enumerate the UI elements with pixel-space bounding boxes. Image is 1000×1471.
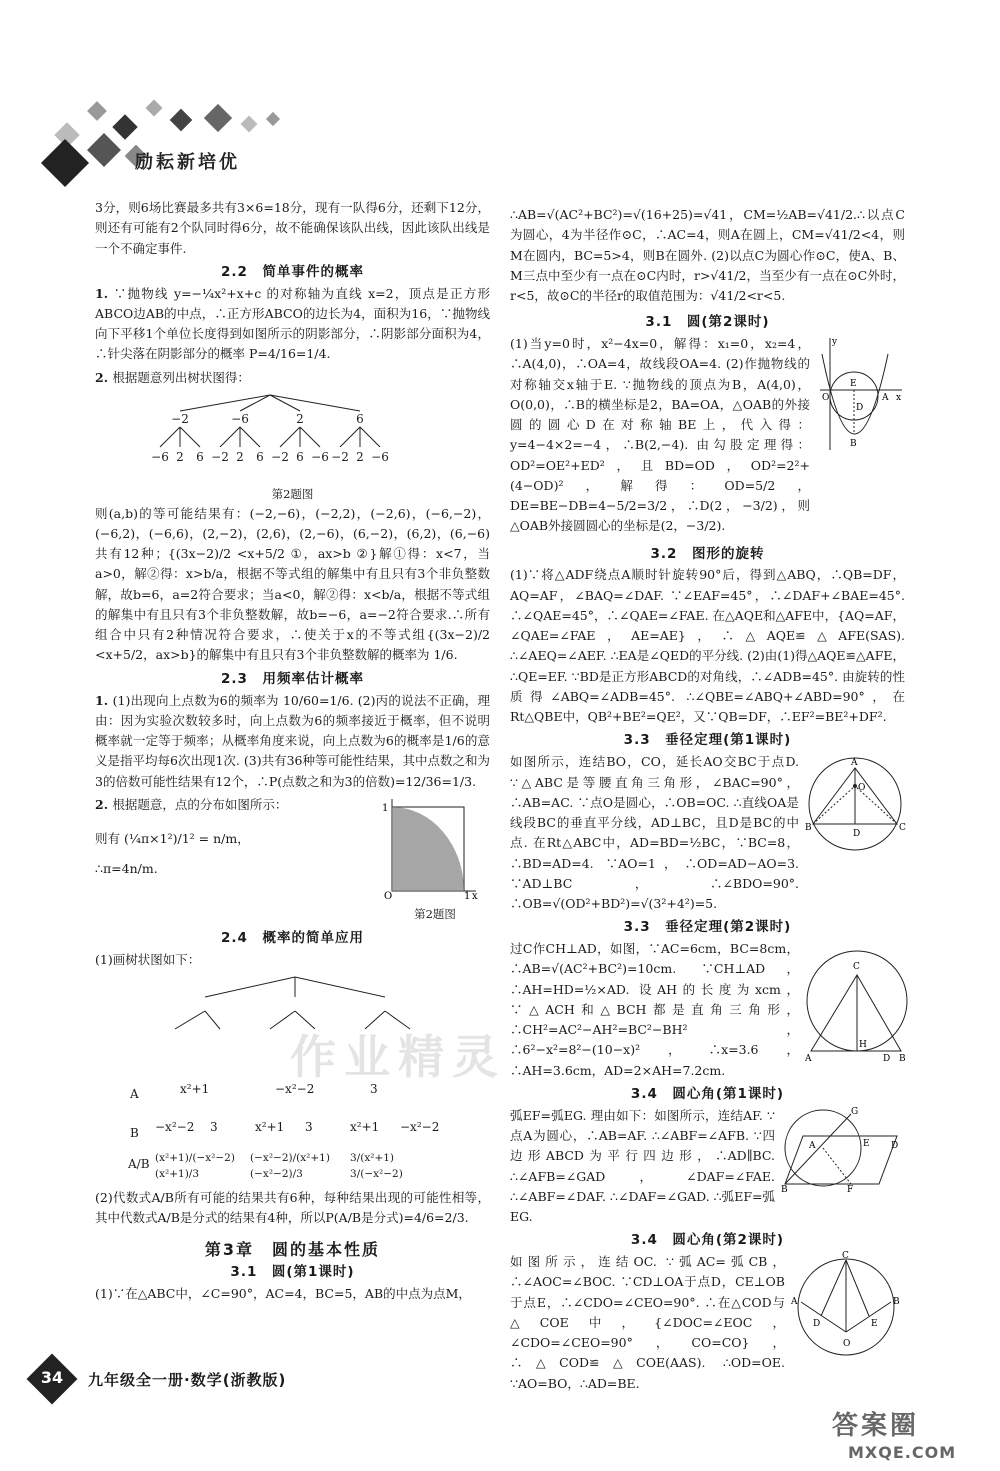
svg-text:C: C xyxy=(899,823,906,834)
svg-text:B: B xyxy=(805,823,812,834)
page-number: 34 xyxy=(40,1368,64,1387)
svg-text:2: 2 xyxy=(356,449,364,464)
q1-2-2: 1. ∵抛物线 y=−¼x²+x+c 的对称轴为直线 x=2，顶点是正方形ABCO边AB的中点，∴正方形ABCO的边长为4，面积为16，∵抛物线向下平移1个单位长度得到如图所示的阴影部分，∴阴影部分面积为4，∴针尖落在阴影部分的概率 P=4/16=1/4. xyxy=(95,285,490,362)
q3-2: (1)∵将△ADF绕点A顺时针旋转90°后，得到△ABQ，∴QB=DF，AQ=AF，∠BAQ=∠DAF. ∵∠EAF=45°，∴∠DAF+∠BAE=45°. ∴∠QAE=45°，∴∠QAE=∠FAE. 在△AQE和△AFE中，{AQ=AF，∠QAE=∠FAE，AE=AE}，∴△AQE≌△AFE(SAS). ∴∠AEQ=∠AEF. ∴EA是∠QED的平分线. (2)由(1)得△AQE≌△AFE，∴QE=EF. ∵BD是正方形ABCD的对角线，∴∠ADB=45°. 由旋转的性质得∠ABQ=∠ADB=45°. ∴∠QBE=∠ABQ+∠ABD=90°，在Rt△QBE中，QB²+BE²=QE²，又∵QB=DF，∴EF²=BE²+DF². xyxy=(510,567,905,725)
q3-1a-cont: ∴AB=√(AC²+BC²)=√(16+25)=√41，CM=½AB=√41/2.∴以点C为圆心，4为半径作⊙C，∴AC=4，则A在圆上，CM=√41/2<4，则M在圆内，BC=5>4，则B在圆外. (2)以点C为圆心作⊙C，使A、B、M三点中至少有一点在⊙C内时，r>√41/2，当至少有一点在⊙C外时，r<5，故⊙C的半径r的取值范围为：√41/2<r<5. xyxy=(510,207,905,303)
svg-text:A: A xyxy=(809,1140,816,1151)
tree-node: 3 xyxy=(370,1082,378,1096)
q1-2-3: 1. (1)出现向上点数为6的频率为 10/60=1/6. (2)丙的说法不正确，理由：因为实验次数较多时，向上点数为6的频率接近于概率，但不说明概率就一定等于频率；从概率角度来说，向上点数为6的概率是1/6的意义是指平均每6次出现1次. (3)共有36种等可能性结果，其中点数之和为3的倍数可能性结果有12个，∴P(点数之和为3的倍数)=12/36=1/3. xyxy=(95,692,491,789)
circle-chord-figure xyxy=(805,939,905,1069)
section-2-2-title: 2.2 简单事件的概率 xyxy=(221,263,364,280)
parallelogram-circle-figure xyxy=(781,1106,901,1195)
section-3-3b-title: 3.3 垂径定理(第2课时) xyxy=(623,919,792,936)
q2-2-3-block xyxy=(95,795,490,924)
header-diamond-decoration xyxy=(28,98,328,193)
q2-2-3-intro: 2. 根据题意，点的分布如图所示： xyxy=(95,796,288,812)
svg-text:G: G xyxy=(851,1106,859,1117)
svg-text:−2: −2 xyxy=(271,449,289,464)
section-2-3-title: 2.3 用频率估计概率 xyxy=(221,670,364,687)
svg-text:E: E xyxy=(871,1319,878,1330)
svg-text:x: x xyxy=(896,393,902,404)
svg-text:2: 2 xyxy=(176,449,184,464)
svg-text:A: A xyxy=(851,758,858,769)
book-title: 九年级全一册·数学(浙教版) xyxy=(88,1371,287,1389)
tree-diagram-q2 xyxy=(120,391,420,479)
section-3-4a-title: 3.4 圆心角(第1课时) xyxy=(630,1085,785,1102)
svg-text:1: 1 xyxy=(382,802,389,814)
q3-3a-block xyxy=(510,752,905,917)
tree-node: −x²−2 xyxy=(275,1082,315,1096)
svg-text:O: O xyxy=(822,393,830,404)
svg-text:F: F xyxy=(847,1184,854,1195)
chapter-3-title: 第3章 圆的基本性质 xyxy=(204,1239,381,1259)
svg-text:D: D xyxy=(856,403,864,414)
q3-1b: (1)当y=0时，x²−4x=0，解得：x₁=0，x₂=4，∴A(4,0)，∴OA=4，故线段OA=4. (2)作抛物线的对称轴交x轴于E. ∵抛物线的顶点为B，A(4,0)，O(0,0)，∴B的横坐标是2，BA=OA，△OAB的外接圆的圆心D在对称轴BE上，代入得：y=4−4×2=−4，∴B(2,−4). 由勾股定理得：OD²=OE²+ED²，且BD=OD，OD²=2²+(4−OD)²，解得：OD=5/2，DE=BE−DB=4−5/2=3/2，∴D(2，−3/2)，则△OAB外接圆圆心的坐标是(2，−3/2). xyxy=(510,336,810,534)
svg-text:1: 1 xyxy=(464,890,471,902)
svg-text:6: 6 xyxy=(256,449,264,464)
svg-text:A: A xyxy=(805,1054,812,1065)
fig-2b-caption: 第2题图 xyxy=(414,907,456,922)
section-3-4b-title: 3.4 圆心角(第2课时) xyxy=(630,1232,785,1249)
tree-node: x²+1 xyxy=(255,1120,285,1134)
section-3-1a-title: 3.1 圆(第1课时) xyxy=(230,1264,355,1281)
q2-2-3-result: ∴π=4n/m. xyxy=(95,861,158,877)
tree-node: −x²−2 xyxy=(155,1120,195,1134)
q2-2-2-body: 则(a,b)的等可能结果有：(−2,−6)，(−2,2)，(−2,6)，(−6,−2)，(−6,2)，(−6,6)，(2,−2)，(2,6)，(2,−6)，(6,−2)，(6,2)，(6,−6)共有12种；{(3x−2)/2 <x+5/2 ①，ax>b ②}解①得：x<7，当a>0，解②得：x>b/a，根据不等式组的解集中有且只有3个非负整数解，故b=6，a=2符合要求；当a<0，解②得：x<b/a，根据不等式组的解集中有且只有3个非负整数解，故b=−6，a=−2符合要求.∴所有组合中只有2种情况符合要求，∴使关于x的不等式组{(3x−2)/2 <x+5/2，ax>b}的解集中有且只有3个非负整数解的概率为 1/6. xyxy=(95,505,490,663)
tree-node: 3 xyxy=(210,1120,218,1134)
section-2-4-title: 2.4 概率的简单应用 xyxy=(221,929,364,946)
svg-text:−6: −6 xyxy=(151,449,169,464)
svg-text:−2: −2 xyxy=(331,449,349,464)
svg-text:y: y xyxy=(832,337,838,348)
tree-label-b: B xyxy=(130,1126,139,1140)
q3-4a-block xyxy=(510,1106,905,1231)
svg-text:−6: −6 xyxy=(231,411,249,426)
svg-text:O: O xyxy=(384,890,393,902)
tree-node: (−x²−2)/(x²+1) xyxy=(250,1152,330,1164)
tree-label-a: A xyxy=(130,1087,139,1101)
svg-text:O: O xyxy=(858,783,866,794)
svg-text:D: D xyxy=(813,1319,821,1330)
tree-node: (x²+1)/(−x²−2) xyxy=(155,1152,235,1164)
corner-watermark-logo: 答案圈 xyxy=(832,1411,920,1441)
tree-label-ab: A/B xyxy=(128,1157,150,1171)
svg-text:A: A xyxy=(791,1297,798,1308)
svg-text:−2: −2 xyxy=(171,411,189,426)
q2-2-3-equation: 则有 (¼π×1²)/1² = n/m， xyxy=(95,831,250,847)
q3-3b-block xyxy=(510,939,905,1084)
watermark-text: 作业精灵 xyxy=(290,1030,506,1084)
svg-text:2: 2 xyxy=(236,449,244,464)
svg-text:B: B xyxy=(781,1184,788,1195)
q3-1a: (1)∵在△ABC中，∠C=90°，AC=4，BC=5，AB的中点为点M， xyxy=(95,1286,471,1302)
svg-text:−6: −6 xyxy=(311,449,329,464)
corner-watermark-url: MXQE.COM xyxy=(848,1443,957,1462)
svg-text:E: E xyxy=(863,1138,870,1149)
q2-2-2-intro: 2. 根据题意列出树状图得： xyxy=(95,369,250,385)
svg-text:O: O xyxy=(843,1339,851,1350)
svg-text:6: 6 xyxy=(356,411,364,426)
tree-node: (x²+1)/3 xyxy=(155,1168,200,1180)
tree-node: −x²−2 xyxy=(400,1120,440,1134)
section-3-3a-title: 3.3 垂径定理(第1课时) xyxy=(623,732,792,749)
svg-text:H: H xyxy=(859,1040,867,1051)
tree-node: x²+1 xyxy=(180,1082,210,1096)
tree-node: 3 xyxy=(305,1120,313,1134)
svg-text:A: A xyxy=(882,393,889,404)
tree-node: 3/(−x²−2) xyxy=(350,1168,403,1180)
svg-text:−2: −2 xyxy=(211,449,229,464)
svg-text:6: 6 xyxy=(196,449,204,464)
tree-node: 3/(x²+1) xyxy=(350,1152,395,1164)
q3-3a: 如图所示，连结BO，CO，延长AO交BC于点D. ∵△ABC是等腰直角三角形，∠BAC=90°，∴AB=AC. ∵点O是圆心，∴OB=OC. ∴直线OA是线段BC的垂直平分线，AD⊥BC，且D是BC的中点. 在Rt△ABC中，AD=BD=½BC，∵BC=8，∴BD=AD=4. ∵AO=1，∴OD=AD−AO=3. ∵AD⊥BC，∴∠BDO=90°. ∴OB=√(OD²+BD²)=√(3²+4²)=5. xyxy=(510,754,799,912)
left-column xyxy=(95,198,490,1099)
svg-text:C: C xyxy=(853,962,860,973)
svg-text:D: D xyxy=(891,1140,899,1151)
q3-1b-block xyxy=(510,334,905,540)
section-3-2-title: 3.2 图形的旋转 xyxy=(650,545,765,562)
circle-triangle-figure xyxy=(805,752,905,852)
svg-text:B: B xyxy=(850,439,857,450)
q1-2-4-intro: (1)画树状图如下： xyxy=(95,951,201,967)
svg-text:B: B xyxy=(893,1297,900,1308)
brand-title: 励耘新培优 xyxy=(135,152,240,173)
svg-text:C: C xyxy=(842,1251,849,1262)
central-angle-figure xyxy=(791,1252,901,1362)
parabola-figure xyxy=(816,334,904,454)
svg-text:6: 6 xyxy=(296,449,304,464)
svg-text:−6: −6 xyxy=(371,449,389,464)
intro-text: 3分，则6场比赛最多共有3×6=18分，现有一队得6分，还剩下12分，则还有可能有2个队同时得6分，故不能确保该队出线，因此该队出线是一个不确定事件. xyxy=(95,200,490,256)
q3-3b: 过C作CH⊥AD，如图，∵AC=6cm，BC=8cm，∴AB=√(AC²+BC²)=10cm. ∵CH⊥AD，∴AH=HD=½×AD. 设AH的长度为xcm，∵△ACH和△BCH都是直角三角形，∴CH²=AC²−AH²=BC²−BH²，∴6²−x²=8²−(10−x)²，∴x=3.6，∴AH=3.6cm，AD=2×AH=7.2cm. xyxy=(510,941,799,1078)
q3-4a: 弧EF=弧EG. 理由如下：如图所示，连结AF. ∵点A为圆心，∴AB=AF. ∴∠ABF=∠AFB. ∵四边形ABCD为平行四边形，∴AD∥BC. ∴∠AFB=∠GAD，∠DAF=∠FAE. ∴∠ABF=∠DAF. ∴∠DAF=∠GAD. ∴弧EF=弧EG. xyxy=(510,1107,775,1225)
svg-text:x: x xyxy=(472,890,478,902)
right-column xyxy=(510,205,905,1397)
fig-2-caption: 第2题图 xyxy=(271,487,314,502)
svg-text:D: D xyxy=(883,1054,891,1065)
q3-4b: 如图所示，连结OC. ∵弧AC=弧CB，∴∠AOC=∠BOC. ∵CD⊥OA于点D，CE⊥OB于点E，∴∠CDO=∠CEO=90°. ∴在△COD与△COE中，{∠DOC=∠EOC，∠CDO=∠CEO=90°，CO=CO}，∴△COD≌△COE(AAS). ∴OD=OE. ∵AO=BO，∴AD=BE. xyxy=(510,1254,785,1391)
q3-4b-block xyxy=(510,1252,905,1397)
svg-text:B: B xyxy=(899,1054,906,1065)
svg-text:D: D xyxy=(853,829,861,840)
q2-2-4: (2)代数式A/B所有可能的结果共有6种，每种结果出现的可能性相等，其中代数式A/B是分式的结果有4种，所以P(A/B是分式)=4/6=2/3. xyxy=(95,1190,490,1226)
section-3-1b-title: 3.1 圆(第2课时) xyxy=(645,314,770,331)
svg-text:E: E xyxy=(850,379,857,390)
quarter-circle-figure xyxy=(380,795,480,902)
tree-node: x²+1 xyxy=(350,1120,380,1134)
svg-text:2: 2 xyxy=(296,411,304,426)
left-column-bottom xyxy=(95,1188,490,1308)
tree-node: (−x²−2)/3 xyxy=(250,1168,303,1180)
